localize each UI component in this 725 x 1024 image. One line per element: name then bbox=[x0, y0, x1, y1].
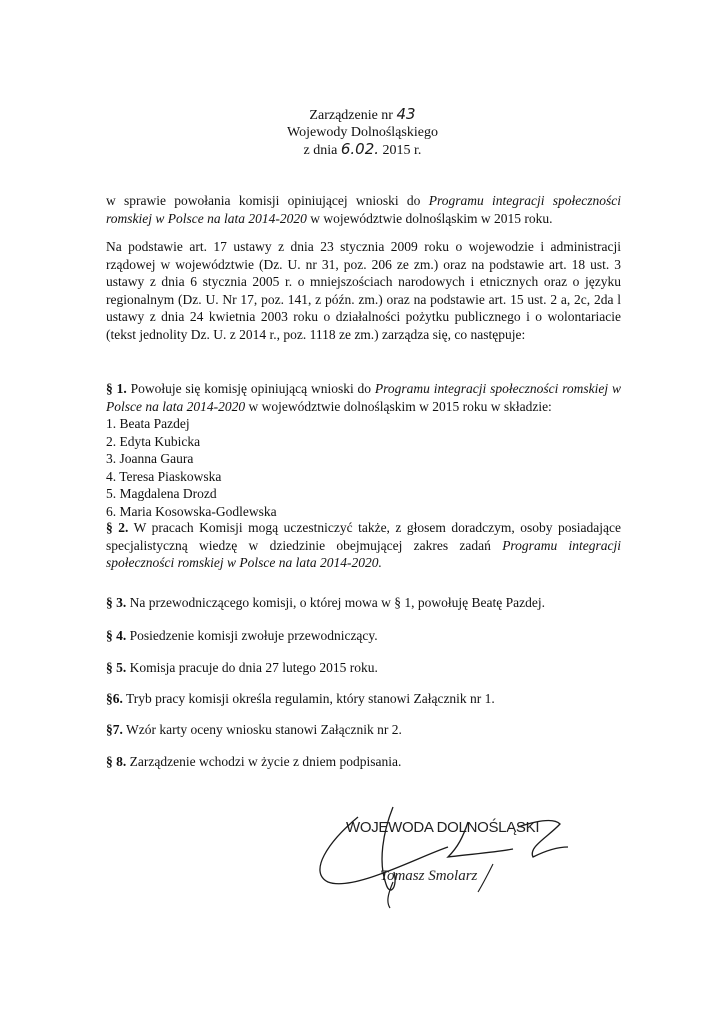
section-text: Na przewodniczącego komisji, o której mowa w § 1, powołuję Beatę Pazdej. bbox=[126, 595, 546, 610]
section-text: Komisja pracuje do dnia 27 lutego 2015 roku. bbox=[126, 660, 378, 675]
section-text: Tryb pracy komisji określa regulamin, który stanowi Załącznik nr 1. bbox=[122, 691, 495, 706]
list-item: 3. Joanna Gaura bbox=[106, 451, 194, 466]
program-name: Programu integracji społeczności romskiej w Polsce na lata 2014-2020 bbox=[106, 381, 622, 414]
ordinance-date: 6.02. bbox=[340, 140, 380, 158]
ordinance-title: Zarządzenie nr bbox=[309, 108, 397, 123]
legal-basis-paragraph: Na podstawie art. 17 ustawy z dnia 23 stycznia 2009 roku o wojewodzie i administracji rządowej w województwie (Dz. U. nr 31, poz. 206 ze zm.) oraz na podstawie art. 18 ust. 3 ustawy z dnia 6 stycznia 2005 r. o mniejszościach narodowych i etnicznych oraz o języku regionalnym (Dz. U. Nr 17, poz. 141, z późn. zm.) oraz na podstawie art. 15 ust. 2 a, 2c, 2da l ustawy z dnia 24 kwietnia 2003 roku o działalności pożytku publicznego i o wolontariacie (tekst jednolity Dz. U. z 2014 r., poz. 1118 ze zm.) zarządza się, co następuje: bbox=[106, 239, 621, 342]
program-name: Programu integracji społeczności romskiej w Polsce na lata 2014-2020 bbox=[106, 193, 621, 226]
subject-paragraph bbox=[106, 192, 621, 227]
handwritten-signature bbox=[298, 802, 588, 912]
section-number: § 3. bbox=[106, 595, 127, 610]
section-number: §7. bbox=[106, 722, 123, 737]
section-5 bbox=[106, 659, 621, 677]
ordinance-date-line bbox=[0, 141, 725, 159]
section-text: Wzór karty oceny wniosku stanowi Załącznik nr 2. bbox=[122, 722, 402, 737]
section-text: W pracach Komisji mogą uczestniczyć także, z głosem doradczym, osoby posiadające specjalistyczną wiedzę w dziedzinie obejmującej zakres zadań bbox=[106, 520, 621, 553]
signature-stamp bbox=[298, 802, 588, 912]
committee-members-list bbox=[106, 415, 621, 520]
stamp-name: Tomasz Smolarz bbox=[380, 868, 478, 884]
list-item: 1. Beata Pazdej bbox=[106, 416, 190, 431]
section-text: Zarządzenie wchodzi w życie z dniem podpisania. bbox=[126, 754, 402, 769]
section-8 bbox=[106, 753, 621, 771]
section-number: § 4. bbox=[106, 628, 127, 643]
section-text-end: w województwie dolnośląskim w 2015 roku w składzie: bbox=[245, 398, 552, 414]
subject-text: w sprawie powołania komisji opiniującej wnioski do bbox=[106, 193, 429, 208]
section-4 bbox=[106, 627, 621, 645]
subject-text-end: w województwie dolnośląskim w 2015 roku. bbox=[306, 210, 553, 226]
issuing-authority: Wojewody Dolnośląskiego bbox=[287, 125, 438, 140]
section-6 bbox=[106, 690, 621, 708]
section-number: §6. bbox=[106, 691, 123, 706]
section-number: § 2. bbox=[106, 520, 129, 535]
section-number: § 1. bbox=[106, 381, 127, 396]
program-name: Programu integracji społeczności romskiej w Polsce na lata 2014-2020. bbox=[106, 537, 621, 570]
section-2 bbox=[106, 519, 621, 572]
list-item: 2. Edyta Kubicka bbox=[106, 433, 201, 449]
date-prefix: z dnia bbox=[303, 143, 341, 158]
list-item: 5. Magdalena Drozd bbox=[106, 486, 217, 501]
list-item: 4. Teresa Piaskowska bbox=[106, 468, 222, 484]
ordinance-number-line bbox=[0, 106, 725, 124]
section-text: Powołuje się komisję opiniującą wnioski do bbox=[126, 381, 375, 396]
section-1 bbox=[106, 380, 621, 415]
list-item: 6. Maria Kosowska-Godlewska bbox=[106, 503, 277, 519]
ordinance-number: 43 bbox=[396, 105, 416, 123]
section-7 bbox=[106, 721, 621, 739]
section-text: Posiedzenie komisji zwołuje przewodniczący. bbox=[126, 628, 378, 643]
section-number: § 8. bbox=[106, 754, 127, 769]
section-number: § 5. bbox=[106, 660, 127, 675]
stamp-title: WOJEWODA DOLNOŚLĄSKI bbox=[346, 819, 540, 836]
section-3 bbox=[106, 594, 621, 612]
date-suffix: 2015 r. bbox=[379, 143, 422, 158]
document-header bbox=[0, 106, 725, 159]
